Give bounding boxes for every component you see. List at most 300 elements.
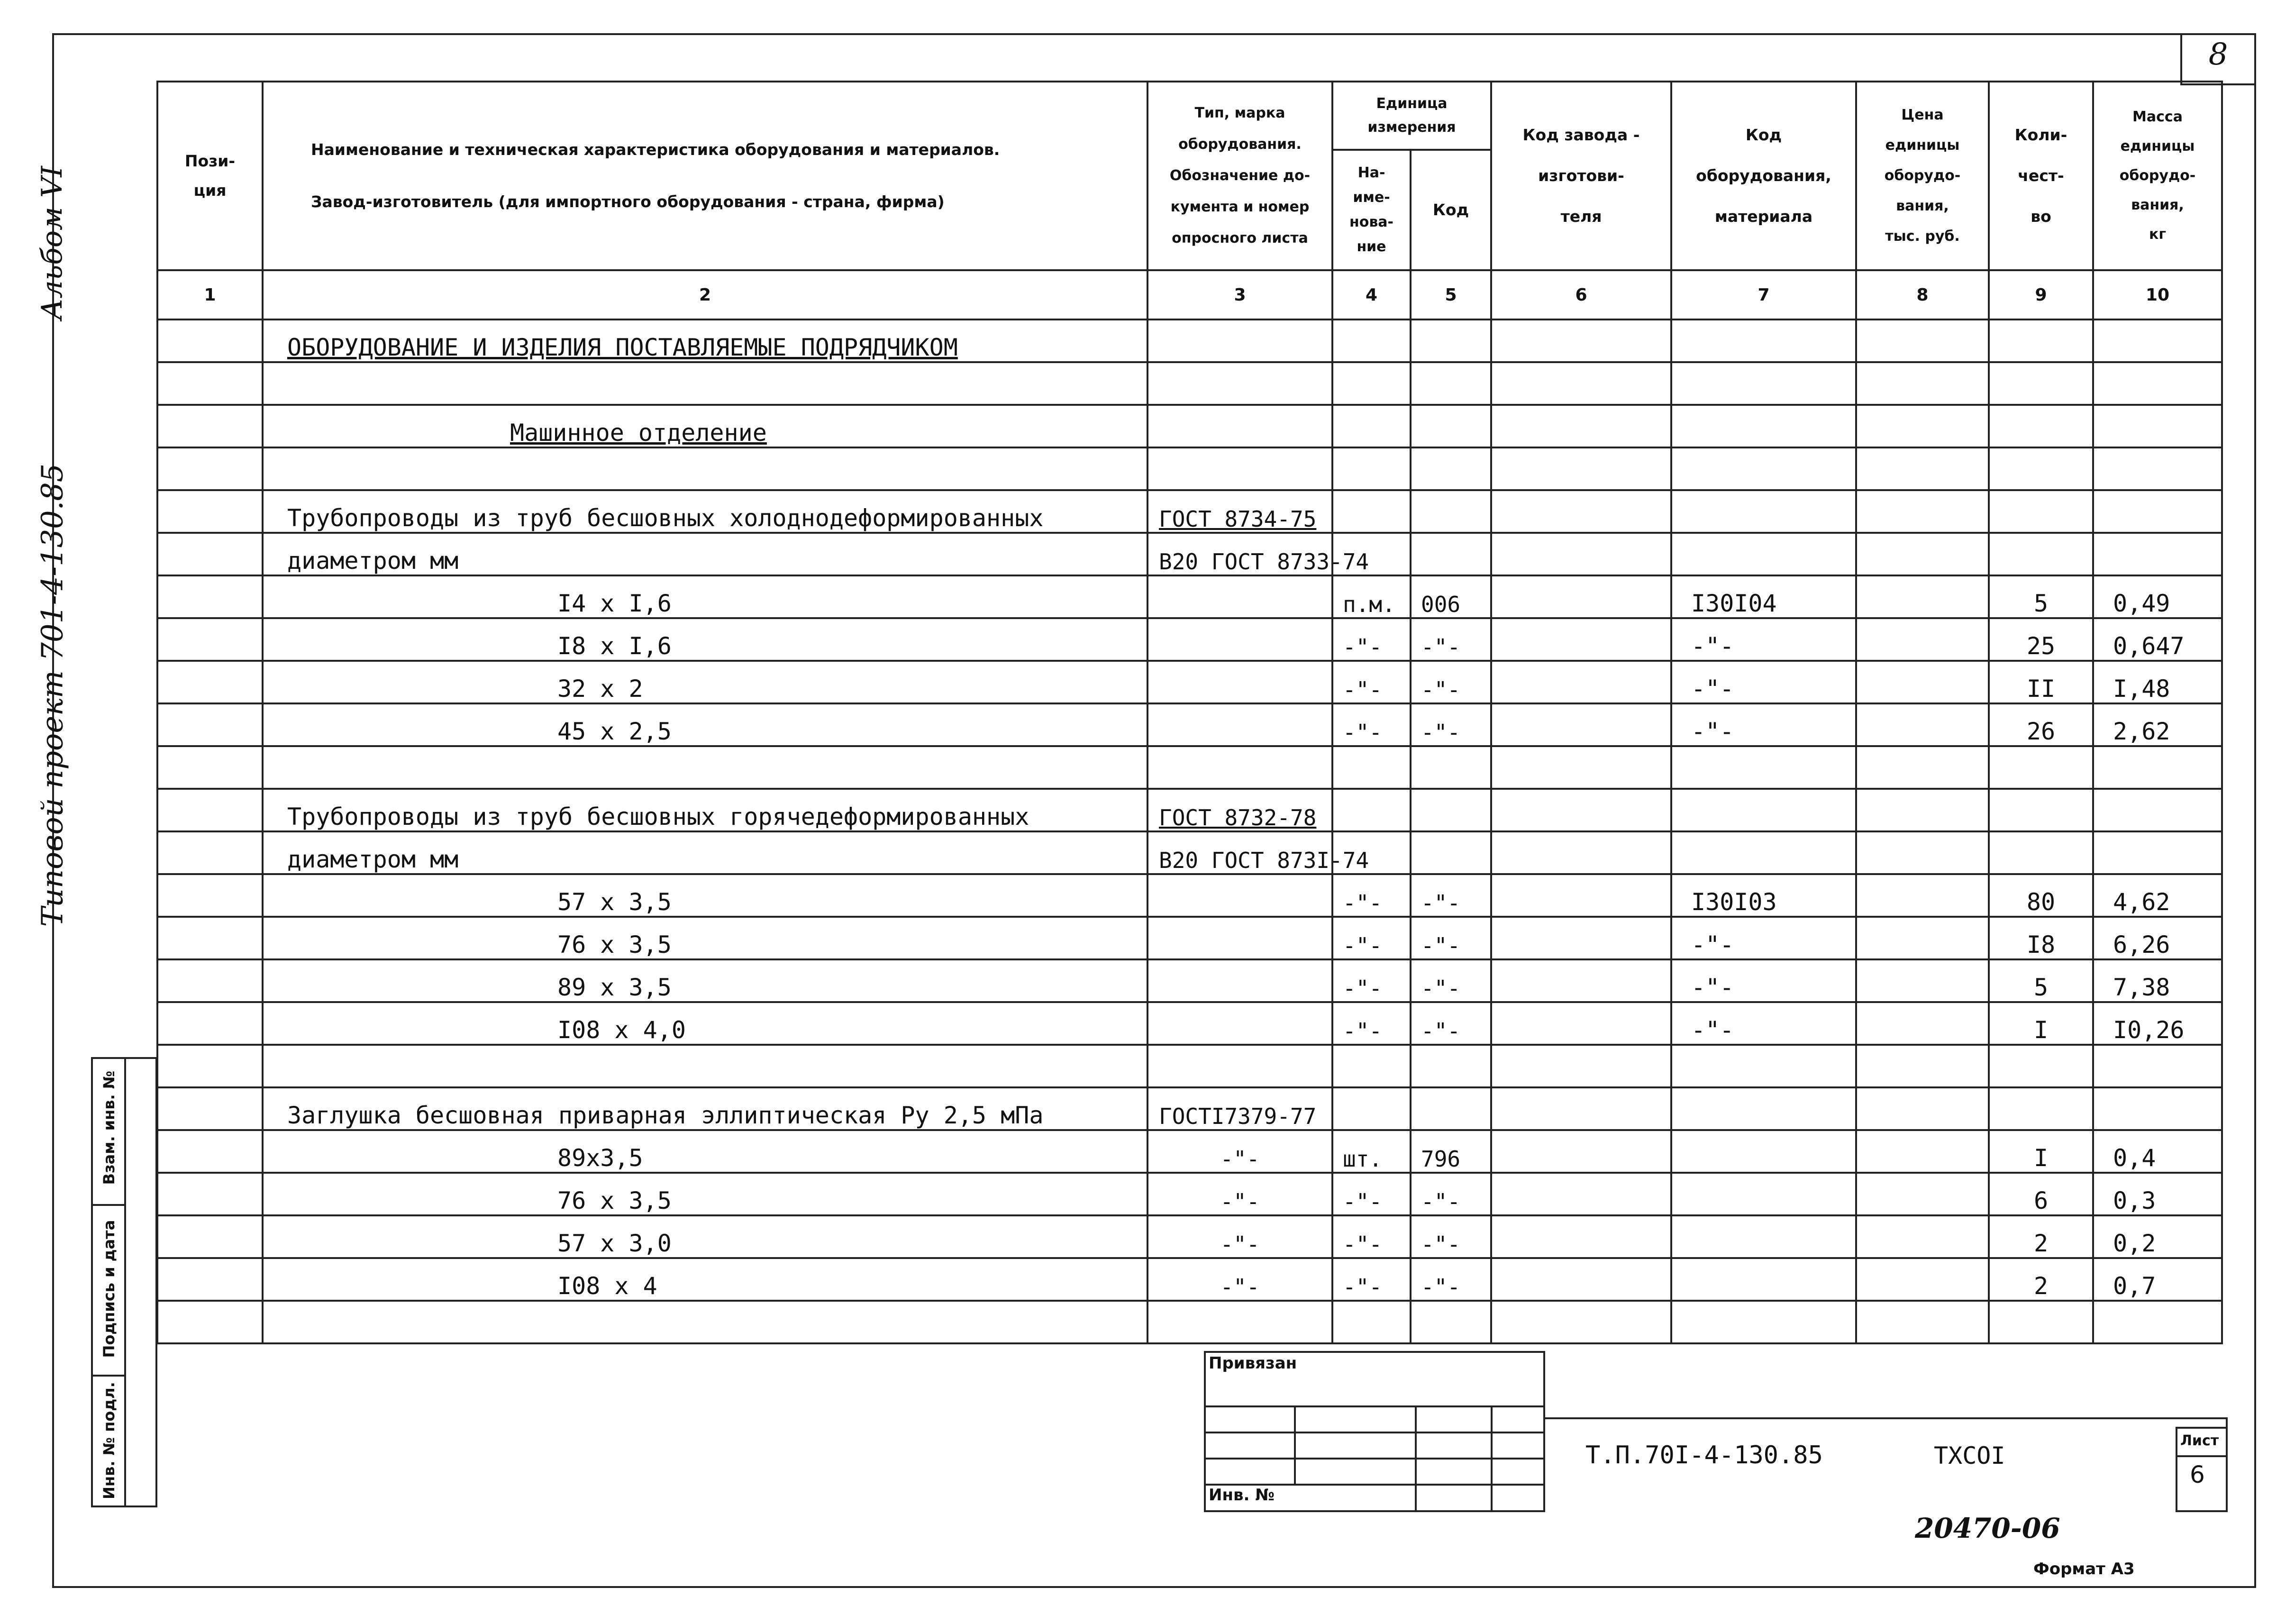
cell-doc: ГОСТ 8734-75 [1148, 490, 1332, 533]
cell-pos [157, 618, 263, 661]
cell-price [1856, 959, 1989, 1002]
album-label: Альбом VI [36, 166, 69, 320]
cell-unit: -"- [1332, 917, 1411, 959]
cell-price [1856, 1087, 1989, 1130]
cell-ucode [1411, 319, 1491, 362]
cell-qty: 5 [1989, 575, 2093, 618]
col-number: 8 [1856, 270, 1989, 319]
side-stamp-inv-podl: Инв. № подл. [100, 1382, 118, 1499]
col-number: 10 [2093, 270, 2222, 319]
cell-unit: -"- [1332, 1215, 1411, 1258]
cell-ucode [1411, 533, 1491, 575]
cell-name: Заглушка бесшовная приварная эллиптическая Ру 2,5 мПа [263, 1087, 1148, 1130]
cell-pos [157, 1301, 263, 1343]
cell-mass: 0,4 [2093, 1130, 2222, 1173]
cell-fcode [1491, 661, 1671, 703]
cell-qty [1989, 1301, 2093, 1343]
cell-mcode [1671, 362, 1856, 405]
cell-ucode [1411, 746, 1491, 789]
cell-ucode: -"- [1411, 1173, 1491, 1215]
designation: Т.П.70I-4-130.85 [1585, 1441, 1823, 1469]
cell-mass [2093, 1301, 2222, 1343]
cell-ucode: 006 [1411, 575, 1491, 618]
cell-doc [1148, 1301, 1332, 1343]
header-row-1 [157, 82, 2222, 150]
cell-doc [1148, 405, 1332, 447]
cell-name: 45 x 2,5 [263, 703, 1148, 746]
table-row [157, 405, 2222, 447]
table-row [157, 1087, 2222, 1130]
cell-doc [1148, 575, 1332, 618]
header-type: Тип, марка оборудования. Обозначение до- кумента и номер опросного листа [1148, 82, 1332, 270]
binding-grid-v1 [1294, 1405, 1296, 1484]
cell-fcode [1491, 917, 1671, 959]
cell-unit [1332, 1045, 1411, 1087]
cell-pos [157, 1045, 263, 1087]
project-label: Типовой проект 701-4-130.85 [35, 463, 70, 927]
cell-mass: 7,38 [2093, 959, 2222, 1002]
binding-grid-v2 [1415, 1405, 1417, 1512]
col-number: 1 [157, 270, 263, 319]
cell-unit: -"- [1332, 959, 1411, 1002]
cell-name: Трубопроводы из труб бесшовных холоднодеформированных [263, 490, 1148, 533]
cell-name: 89x3,5 [263, 1130, 1148, 1173]
cell-mcode [1671, 490, 1856, 533]
col-number: 4 [1332, 270, 1411, 319]
cell-ucode: -"- [1411, 661, 1491, 703]
cell-doc [1148, 746, 1332, 789]
cell-mcode [1671, 447, 1856, 490]
cell-qty [1989, 1087, 2093, 1130]
cell-fcode [1491, 1087, 1671, 1130]
cell-mcode [1671, 789, 1856, 831]
cell-price [1856, 1301, 1989, 1343]
header-name-line1: Наименование и техническая характеристика оборудования и материалов. [311, 140, 1000, 159]
sheet-value: 6 [2190, 1461, 2205, 1488]
cell-mass [2093, 533, 2222, 575]
cell-name: I08 x 4 [263, 1258, 1148, 1301]
table-row [157, 1258, 2222, 1301]
cell-price [1856, 490, 1989, 533]
cell-ucode: -"- [1411, 1258, 1491, 1301]
cell-ucode [1411, 447, 1491, 490]
cell-doc: В20 ГОСТ 873I-74 [1148, 831, 1332, 874]
cell-pos [157, 874, 263, 917]
cell-price [1856, 533, 1989, 575]
cell-mcode [1671, 746, 1856, 789]
cell-fcode [1491, 1130, 1671, 1173]
cell-doc [1148, 703, 1332, 746]
cell-price [1856, 618, 1989, 661]
cell-fcode [1491, 1173, 1671, 1215]
cell-unit: -"- [1332, 703, 1411, 746]
cell-mass [2093, 789, 2222, 831]
cell-unit [1332, 405, 1411, 447]
table-row [157, 362, 2222, 405]
cell-price [1856, 319, 1989, 362]
cell-mcode [1671, 831, 1856, 874]
cell-price [1856, 874, 1989, 917]
cell-mcode: -"- [1671, 661, 1856, 703]
cell-ucode: -"- [1411, 1215, 1491, 1258]
cell-name: I08 x 4,0 [263, 1002, 1148, 1045]
header-unit-group: Единица измерения [1332, 82, 1491, 150]
cell-mcode [1671, 1130, 1856, 1173]
cell-qty [1989, 362, 2093, 405]
cell-qty: II [1989, 661, 2093, 703]
cell-doc: -"- [1148, 1173, 1332, 1215]
cell-ucode [1411, 1087, 1491, 1130]
cell-qty: 2 [1989, 1215, 2093, 1258]
cell-unit: -"- [1332, 618, 1411, 661]
cell-qty: 80 [1989, 874, 2093, 917]
cell-price [1856, 1173, 1989, 1215]
cell-fcode [1491, 1301, 1671, 1343]
cell-price [1856, 362, 1989, 405]
header-factory-code: Код завода - изготови- теля [1491, 82, 1671, 270]
cell-name: диаметром мм [263, 831, 1148, 874]
col-number: 3 [1148, 270, 1332, 319]
cell-mcode [1671, 1087, 1856, 1130]
header-unit-code: Код [1411, 150, 1491, 270]
table-row [157, 746, 2222, 789]
sheet-label: Лист [2180, 1432, 2219, 1449]
cell-doc: ГОСТI7379-77 [1148, 1087, 1332, 1130]
cell-name: 57 x 3,5 [263, 874, 1148, 917]
cell-doc [1148, 1045, 1332, 1087]
cell-fcode [1491, 746, 1671, 789]
header-quantity: Коли- чест- во [1989, 82, 2093, 270]
table-row [157, 490, 2222, 533]
cell-doc [1148, 661, 1332, 703]
cell-qty: 25 [1989, 618, 2093, 661]
cell-pos [157, 533, 263, 575]
table-row [157, 874, 2222, 917]
cell-fcode [1491, 405, 1671, 447]
cell-ucode: -"- [1411, 703, 1491, 746]
cell-ucode [1411, 405, 1491, 447]
cell-doc [1148, 618, 1332, 661]
cell-ucode [1411, 1045, 1491, 1087]
specification-body [157, 319, 2222, 1343]
cell-mass [2093, 1087, 2222, 1130]
cell-name [263, 447, 1148, 490]
cell-ucode: -"- [1411, 1002, 1491, 1045]
cell-fcode [1491, 362, 1671, 405]
cell-mass [2093, 831, 2222, 874]
cell-doc: ГОСТ 8732-78 [1148, 789, 1332, 831]
table-row [157, 533, 2222, 575]
side-stamp-sep1 [91, 1204, 124, 1206]
cell-mcode [1671, 1045, 1856, 1087]
cell-doc [1148, 447, 1332, 490]
cell-unit [1332, 1087, 1411, 1130]
cell-pos [157, 1258, 263, 1301]
table-row [157, 789, 2222, 831]
cell-fcode [1491, 490, 1671, 533]
cell-mass: I0,26 [2093, 1002, 2222, 1045]
cell-fcode [1491, 1045, 1671, 1087]
table-row [157, 1301, 2222, 1343]
cell-fcode [1491, 1215, 1671, 1258]
table-row [157, 1130, 2222, 1173]
cell-ucode [1411, 1301, 1491, 1343]
cell-qty [1989, 1045, 2093, 1087]
cell-fcode [1491, 575, 1671, 618]
cell-pos [157, 1087, 263, 1130]
cell-mcode [1671, 1301, 1856, 1343]
col-number: 6 [1491, 270, 1671, 319]
cell-qty: I [1989, 1002, 2093, 1045]
header-name [263, 82, 1148, 270]
cell-pos [157, 1002, 263, 1045]
cell-fcode [1491, 703, 1671, 746]
cell-name: Трубопроводы из труб бесшовных горячедеформированных [263, 789, 1148, 831]
cell-fcode [1491, 618, 1671, 661]
cell-name: I8 x I,6 [263, 618, 1148, 661]
table-row [157, 661, 2222, 703]
binding-grid-h1 [1204, 1405, 1545, 1407]
header-name-line2: Завод-изготовитель (для импортного оборудования - страна, фирма) [311, 192, 945, 211]
cell-unit [1332, 789, 1411, 831]
cell-unit [1332, 1301, 1411, 1343]
cell-mass [2093, 1045, 2222, 1087]
cell-doc: -"- [1148, 1130, 1332, 1173]
col-number: 5 [1411, 270, 1491, 319]
cell-mcode: -"- [1671, 703, 1856, 746]
cell-ucode [1411, 789, 1491, 831]
cell-qty [1989, 405, 2093, 447]
cell-fcode [1491, 959, 1671, 1002]
col-number: 7 [1671, 270, 1856, 319]
cell-price [1856, 831, 1989, 874]
cell-name: 76 x 3,5 [263, 917, 1148, 959]
cell-price [1856, 789, 1989, 831]
cell-unit: шт. [1332, 1130, 1411, 1173]
cell-mass: 4,62 [2093, 874, 2222, 917]
cell-price [1856, 447, 1989, 490]
cell-unit [1332, 490, 1411, 533]
cell-price [1856, 661, 1989, 703]
cell-name: 57 x 3,0 [263, 1215, 1148, 1258]
cell-qty [1989, 789, 2093, 831]
cell-qty: 5 [1989, 959, 2093, 1002]
table-row [157, 1173, 2222, 1215]
cell-name: 89 x 3,5 [263, 959, 1148, 1002]
cell-unit: -"- [1332, 874, 1411, 917]
col-number: 2 [263, 270, 1148, 319]
cell-price [1856, 746, 1989, 789]
table-row [157, 319, 2222, 362]
cell-unit: -"- [1332, 661, 1411, 703]
cell-ucode: -"- [1411, 917, 1491, 959]
cell-pos [157, 789, 263, 831]
cell-qty [1989, 533, 2093, 575]
cell-mass: 0,647 [2093, 618, 2222, 661]
cell-pos [157, 661, 263, 703]
cell-ucode: -"- [1411, 618, 1491, 661]
cell-fcode [1491, 874, 1671, 917]
header-unit-name: На- име- нова- ние [1332, 150, 1411, 270]
cell-qty [1989, 319, 2093, 362]
cell-unit [1332, 447, 1411, 490]
cell-qty [1989, 447, 2093, 490]
cell-mass [2093, 319, 2222, 362]
cell-price [1856, 1258, 1989, 1301]
binding-grid-h2 [1204, 1432, 1545, 1433]
cell-price [1856, 1130, 1989, 1173]
cell-mass: 2,62 [2093, 703, 2222, 746]
cell-qty: 26 [1989, 703, 2093, 746]
cell-name: 76 x 3,5 [263, 1173, 1148, 1215]
cell-pos [157, 746, 263, 789]
cell-unit [1332, 362, 1411, 405]
cell-unit: -"- [1332, 1173, 1411, 1215]
header-position: Пози- ция [157, 82, 263, 270]
cell-price [1856, 1215, 1989, 1258]
cell-price [1856, 575, 1989, 618]
cell-qty: 6 [1989, 1173, 2093, 1215]
side-stamp-signature: Подпись и дата [100, 1220, 118, 1358]
table-row [157, 703, 2222, 746]
cell-pos [157, 703, 263, 746]
cell-pos [157, 490, 263, 533]
cell-doc [1148, 362, 1332, 405]
cell-qty: 2 [1989, 1258, 2093, 1301]
table-row [157, 1215, 2222, 1258]
cell-ucode [1411, 490, 1491, 533]
table-row [157, 618, 2222, 661]
cell-mcode [1671, 533, 1856, 575]
cell-doc: В20 ГОСТ 8733-74 [1148, 533, 1332, 575]
cell-price [1856, 1045, 1989, 1087]
header-price: Цена единицы оборудо- вания, тыс. руб. [1856, 82, 1989, 270]
cell-price [1856, 405, 1989, 447]
cell-mcode: -"- [1671, 618, 1856, 661]
cell-name: I4 x I,6 [263, 575, 1148, 618]
format-label: Формат А3 [2033, 1560, 2135, 1578]
table-row [157, 575, 2222, 618]
binding-grid-v3 [1491, 1405, 1493, 1512]
cell-mass: 0,2 [2093, 1215, 2222, 1258]
cell-name [263, 746, 1148, 789]
table-row [157, 917, 2222, 959]
cell-pos [157, 575, 263, 618]
binding-label: Привязан [1209, 1354, 1297, 1373]
cell-mcode [1671, 1215, 1856, 1258]
cell-doc: -"- [1148, 1215, 1332, 1258]
cell-pos [157, 1173, 263, 1215]
cell-pos [157, 831, 263, 874]
cell-fcode [1491, 1258, 1671, 1301]
binding-grid-h3 [1204, 1458, 1545, 1460]
cell-mass: 0,49 [2093, 575, 2222, 618]
cell-mcode: I30I03 [1671, 874, 1856, 917]
cell-qty [1989, 831, 2093, 874]
cell-doc [1148, 874, 1332, 917]
cell-pos [157, 1130, 263, 1173]
cell-name [263, 1301, 1148, 1343]
cell-unit [1332, 746, 1411, 789]
cell-fcode [1491, 447, 1671, 490]
cell-mcode [1671, 319, 1856, 362]
cell-doc [1148, 917, 1332, 959]
side-stamp-col [124, 1057, 126, 1507]
cell-qty: I [1989, 1130, 2093, 1173]
cell-mass [2093, 490, 2222, 533]
side-stamp-vzam: Взам. инв. № [100, 1070, 118, 1185]
cell-pos [157, 405, 263, 447]
sheet-box-divider [2176, 1455, 2228, 1457]
cell-mcode: -"- [1671, 959, 1856, 1002]
cell-doc [1148, 319, 1332, 362]
cell-price [1856, 1002, 1989, 1045]
cell-pos [157, 447, 263, 490]
cell-mass: 6,26 [2093, 917, 2222, 959]
cell-mass [2093, 362, 2222, 405]
cell-mcode [1671, 1173, 1856, 1215]
cell-pos [157, 917, 263, 959]
cell-pos [157, 319, 263, 362]
cell-ucode [1411, 831, 1491, 874]
cell-pos [157, 362, 263, 405]
cell-pos [157, 1215, 263, 1258]
cell-fcode [1491, 1002, 1671, 1045]
cell-doc: -"- [1148, 1258, 1332, 1301]
cell-unit: -"- [1332, 1258, 1411, 1301]
cell-mcode [1671, 405, 1856, 447]
cell-mcode: -"- [1671, 1002, 1856, 1045]
cell-ucode: -"- [1411, 874, 1491, 917]
column-numbers-row [157, 270, 2222, 319]
inventory-label: Инв. № [1209, 1486, 1275, 1505]
cell-ucode [1411, 362, 1491, 405]
document-code: ТХСОI [1934, 1442, 2005, 1469]
cell-unit: п.м. [1332, 575, 1411, 618]
specification-table [156, 81, 2223, 1344]
cell-name [263, 362, 1148, 405]
table-row [157, 959, 2222, 1002]
cell-ucode: 796 [1411, 1130, 1491, 1173]
header-mass: Масса единицы оборудо- вания, кг [2093, 82, 2222, 270]
table-row [157, 1002, 2222, 1045]
cell-fcode [1491, 533, 1671, 575]
cell-name [263, 1045, 1148, 1087]
cell-mass: I,48 [2093, 661, 2222, 703]
cell-mass [2093, 405, 2222, 447]
cell-fcode [1491, 831, 1671, 874]
cell-price [1856, 703, 1989, 746]
cell-ucode: -"- [1411, 959, 1491, 1002]
cell-name: диаметром мм [263, 533, 1148, 575]
cell-price [1856, 917, 1989, 959]
cell-doc [1148, 959, 1332, 1002]
cell-mcode: -"- [1671, 917, 1856, 959]
cell-mass [2093, 746, 2222, 789]
cell-mcode [1671, 1258, 1856, 1301]
sheet-number: 8 [2208, 37, 2228, 72]
cell-name: 32 x 2 [263, 661, 1148, 703]
table-row [157, 1045, 2222, 1087]
cell-name: Машинное отделение [263, 405, 1148, 447]
cell-doc [1148, 1002, 1332, 1045]
table-row [157, 447, 2222, 490]
table-row [157, 831, 2222, 874]
cell-pos [157, 959, 263, 1002]
cell-qty [1989, 490, 2093, 533]
cell-fcode [1491, 319, 1671, 362]
cell-fcode [1491, 789, 1671, 831]
